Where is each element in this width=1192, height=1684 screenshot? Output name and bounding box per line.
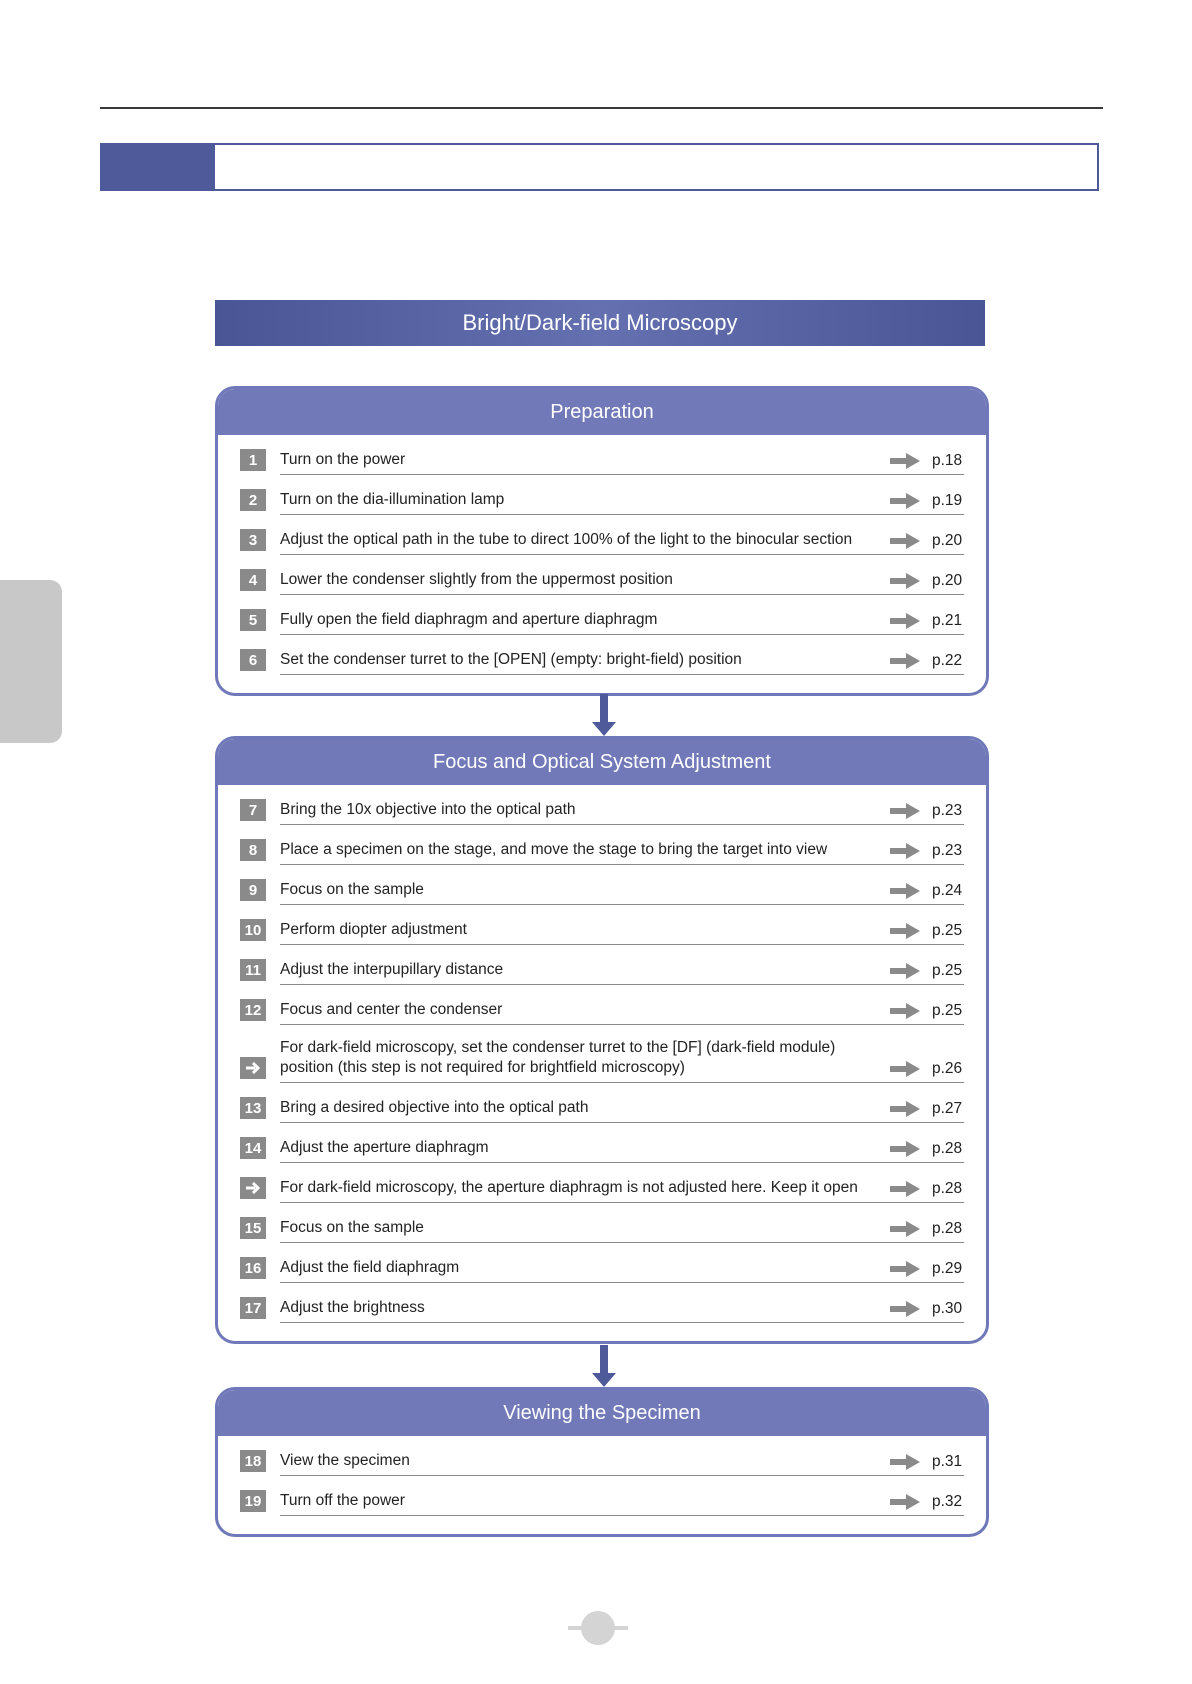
- step-text: Turn on the dia-illumination lamp: [280, 491, 505, 508]
- step-line: [280, 1283, 964, 1323]
- page-reference-arrow-icon: [890, 653, 920, 669]
- step-row: [240, 1283, 964, 1323]
- page-reference-arrow-icon: [890, 1494, 920, 1510]
- step-line: [280, 1083, 964, 1123]
- step-text: For dark-field microscopy, set the condenser turret to the [DF] (dark-field module) position (this step is not required for brightfield microscopy): [280, 1039, 836, 1076]
- step-line: [280, 635, 964, 675]
- step-text: Focus on the sample: [280, 881, 424, 898]
- step-text: Bring the 10x objective into the optical path: [280, 801, 576, 818]
- step-text: For dark-field microscopy, the aperture diaphragm is not adjusted here. Keep it open: [280, 1179, 858, 1196]
- page-reference: [890, 962, 964, 980]
- page-reference-arrow-icon: [890, 923, 920, 939]
- page-reference: [890, 1060, 964, 1078]
- page-title: Bright/Dark-field Microscopy: [215, 300, 985, 346]
- section-focus-adjustment: [215, 736, 989, 1344]
- step-line: [280, 1163, 964, 1203]
- page-reference-number: p.29: [932, 1260, 963, 1277]
- step-number-badge: 14: [240, 1137, 266, 1159]
- step-number-badge: 5: [240, 609, 266, 631]
- step-line: [280, 1025, 964, 1083]
- step-line: [280, 1436, 964, 1476]
- page-reference-number: p.21: [932, 612, 963, 629]
- step-row: [240, 905, 964, 945]
- page-reference: [890, 882, 964, 900]
- step-text: Fully open the field diaphragm and aperture diaphragm: [280, 611, 658, 628]
- page-reference: [890, 652, 964, 670]
- page-reference: [890, 1260, 964, 1278]
- step-number-badge: 2: [240, 489, 266, 511]
- substep-arrow-icon: [240, 1177, 266, 1199]
- page-reference-number: p.18: [932, 452, 963, 469]
- step-row: [240, 555, 964, 595]
- step-number-badge: 3: [240, 529, 266, 551]
- step-row: [240, 1163, 964, 1203]
- step-number-badge: 17: [240, 1297, 266, 1319]
- step-text: Turn on the power: [280, 451, 406, 468]
- step-text: Adjust the optical path in the tube to direct 100% of the light to the binocular section: [280, 531, 853, 548]
- step-line: [280, 475, 964, 515]
- step-number-badge: 12: [240, 999, 266, 1021]
- step-number-badge: 15: [240, 1217, 266, 1239]
- page-reference: [890, 1300, 964, 1318]
- step-number-badge: 16: [240, 1257, 266, 1279]
- step-line: [280, 985, 964, 1025]
- step-line: [280, 1476, 964, 1516]
- page-reference: [890, 452, 964, 470]
- step-row: [240, 1123, 964, 1163]
- section-preparation: [215, 386, 989, 696]
- chapter-header-box: [215, 143, 1099, 191]
- step-text: Adjust the aperture diaphragm: [280, 1139, 489, 1156]
- page-reference-number: p.32: [932, 1493, 963, 1510]
- page-reference-arrow-icon: [890, 1221, 920, 1237]
- step-line: [280, 435, 964, 475]
- page-reference: [890, 572, 964, 590]
- step-row: [240, 1083, 964, 1123]
- step-number-badge: 10: [240, 919, 266, 941]
- step-number-badge: 1: [240, 449, 266, 471]
- page-reference-number: p.30: [932, 1300, 963, 1317]
- step-line: [280, 1203, 964, 1243]
- page-reference-number: p.26: [932, 1060, 963, 1077]
- page-reference-number: p.28: [932, 1140, 963, 1157]
- step-number-badge: 9: [240, 879, 266, 901]
- page-reference-arrow-icon: [890, 1101, 920, 1117]
- page-reference-number: p.23: [932, 842, 963, 859]
- page-reference: [890, 1220, 964, 1238]
- step-text: Place a specimen on the stage, and move the stage to bring the target into view: [280, 841, 828, 858]
- page-reference-arrow-icon: [890, 453, 920, 469]
- page-reference-number: p.20: [932, 572, 963, 589]
- step-line: [280, 1243, 964, 1283]
- step-number-badge: 4: [240, 569, 266, 591]
- step-row: [240, 1025, 964, 1083]
- step-text: Adjust the field diaphragm: [280, 1259, 460, 1276]
- page-reference: [890, 1493, 964, 1511]
- page-reference-arrow-icon: [890, 883, 920, 899]
- page-reference-number: p.19: [932, 492, 963, 509]
- step-list: [218, 435, 986, 693]
- page-reference-arrow-icon: [890, 533, 920, 549]
- section-heading: Focus and Optical System Adjustment: [218, 739, 986, 785]
- step-line: [280, 595, 964, 635]
- page-reference-number: p.23: [932, 802, 963, 819]
- page-reference-arrow-icon: [890, 1003, 920, 1019]
- page-reference-arrow-icon: [890, 573, 920, 589]
- page-reference-number: p.20: [932, 532, 963, 549]
- step-number-badge: 19: [240, 1490, 266, 1512]
- step-list: [218, 1436, 986, 1534]
- chapter-header-block: [100, 143, 215, 191]
- step-text: Lower the condenser slightly from the uppermost position: [280, 571, 673, 588]
- step-row: [240, 1476, 964, 1516]
- step-line: [280, 1123, 964, 1163]
- page-reference-number: p.25: [932, 922, 963, 939]
- page-reference-arrow-icon: [890, 1301, 920, 1317]
- step-number-badge: 11: [240, 959, 266, 981]
- step-row: [240, 785, 964, 825]
- step-text: Focus on the sample: [280, 1219, 424, 1236]
- step-row: [240, 825, 964, 865]
- step-number-badge: 13: [240, 1097, 266, 1119]
- page-reference: [890, 1453, 964, 1471]
- page-reference-number: p.27: [932, 1100, 963, 1117]
- step-text: Set the condenser turret to the [OPEN] (empty: bright-field) position: [280, 651, 742, 668]
- page-reference-arrow-icon: [890, 1141, 920, 1157]
- step-text: Adjust the interpupillary distance: [280, 961, 504, 978]
- page-reference-number: p.25: [932, 1002, 963, 1019]
- step-row: [240, 945, 964, 985]
- step-row: [240, 635, 964, 675]
- page-reference-number: p.28: [932, 1220, 963, 1237]
- step-line: [280, 945, 964, 985]
- page-reference-arrow-icon: [890, 1454, 920, 1470]
- step-line: [280, 825, 964, 865]
- step-number-badge: 7: [240, 799, 266, 821]
- section-heading: Preparation: [218, 389, 986, 435]
- step-row: [240, 985, 964, 1025]
- substep-arrow-icon: [240, 1057, 266, 1079]
- page-reference-arrow-icon: [890, 963, 920, 979]
- step-row: [240, 1436, 964, 1476]
- page-reference: [890, 532, 964, 550]
- page-reference-number: p.28: [932, 1180, 963, 1197]
- page-reference-arrow-icon: [890, 1181, 920, 1197]
- page-reference: [890, 1180, 964, 1198]
- page-reference-arrow-icon: [890, 843, 920, 859]
- page-reference-arrow-icon: [890, 1061, 920, 1077]
- step-row: [240, 1243, 964, 1283]
- page-reference-number: p.31: [932, 1453, 963, 1470]
- page-reference-arrow-icon: [890, 613, 920, 629]
- step-text: Perform diopter adjustment: [280, 921, 467, 938]
- page-reference-number: p.22: [932, 652, 963, 669]
- page-reference: [890, 1140, 964, 1158]
- step-row: [240, 435, 964, 475]
- step-line: [280, 865, 964, 905]
- step-line: [280, 515, 964, 555]
- page-reference-number: p.25: [932, 962, 963, 979]
- step-row: [240, 865, 964, 905]
- side-thumb-tab: [0, 580, 62, 743]
- step-line: [280, 555, 964, 595]
- step-text: Adjust the brightness: [280, 1299, 425, 1316]
- section-heading: Viewing the Specimen: [218, 1390, 986, 1436]
- step-line: [280, 785, 964, 825]
- step-number-badge: 18: [240, 1450, 266, 1472]
- page-reference-arrow-icon: [890, 493, 920, 509]
- step-row: [240, 475, 964, 515]
- page-reference: [890, 922, 964, 940]
- page-reference-number: p.24: [932, 882, 963, 899]
- page-reference-arrow-icon: [890, 803, 920, 819]
- page-reference: [890, 1100, 964, 1118]
- page-reference: [890, 492, 964, 510]
- step-text: Turn off the power: [280, 1492, 405, 1509]
- section-viewing: [215, 1387, 989, 1537]
- chapter-header-bar: [100, 143, 1100, 191]
- step-list: [218, 785, 986, 1341]
- page-reference: [890, 802, 964, 820]
- step-line: [280, 905, 964, 945]
- step-text: Focus and center the condenser: [280, 1001, 503, 1018]
- step-row: [240, 595, 964, 635]
- page-number-marker: [568, 1610, 628, 1646]
- step-number-badge: 6: [240, 649, 266, 671]
- step-text: Bring a desired objective into the optical path: [280, 1099, 589, 1116]
- page-reference: [890, 842, 964, 860]
- page-reference-arrow-icon: [890, 1261, 920, 1277]
- step-text: View the specimen: [280, 1452, 410, 1469]
- page-reference: [890, 612, 964, 630]
- step-row: [240, 1203, 964, 1243]
- top-rule: [100, 107, 1103, 109]
- step-row: [240, 515, 964, 555]
- page-reference: [890, 1002, 964, 1020]
- step-number-badge: 8: [240, 839, 266, 861]
